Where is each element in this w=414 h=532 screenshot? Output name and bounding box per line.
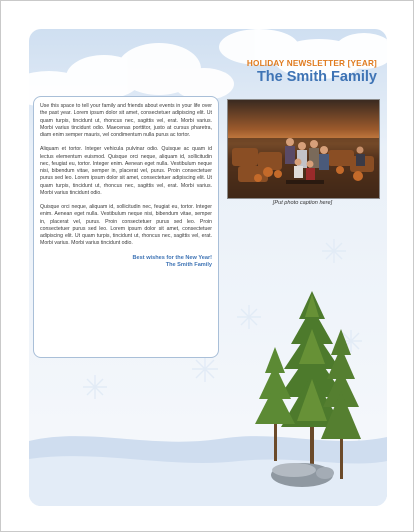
family-photo [227, 99, 380, 199]
body-text-box [33, 96, 219, 358]
closing-signature: The Smith Family [165, 261, 212, 268]
body-paragraph: Quisque orci neque, aliquam id, sollicitudin nec, feugiat eu, tortor. Integer enim. Aenean eget nulla. Vestibulum neque nisi, bibendum vitae, semper in, placerat vel, purus. Proin consectetuer purus sed leo. Proin consectetuer purus sed leo. Lorem ipsum dolor sit amet, consectetuer adipiscing elit. Ut quam turpis, tincidunt ut, rhoncus nec, sagittis vel, erat. Morbi varius. Morbi varius tincidunt odio. [40, 204, 212, 247]
newsletter-title: The Smith Family [256, 69, 377, 85]
body-paragraph: Aliquam et tortor. Integer vehicula pulvinar odio. Quisque ac quam id lectus elementum euismod. Quisque orci neque, aliquam id, sollicitudin nec, feugiat eu, tortor. Integer enim. Aenean eget nulla. Vestibulum neque nisi, bibendum vitae, semper in, placerat vel, purus. Proin consectetuer purus sed leo. Lorem ipsum dolor sit amet, consectetuer adipiscing elit. Ut quam turpis, tincidunt ut, rhoncus nec, sagittis vel, erat. Morbi varius. Morbi varius tincidunt odio. [40, 146, 212, 196]
newsletter-kicker: HOLIDAY NEWSLETTER [YEAR] [246, 59, 377, 68]
body-paragraph: Use this space to tell your family and friends about events in your life over the past year. Lorem ipsum dolor sit amet, consectetuer adipiscing elit. Ut quam turpis, tincidunt ut, rhoncus nec, sagittis vel, erat. Morbi varius. Morbi varius tincidunt odio. Maecenas porttitor, justo at cursus pharetra, diam enim semper mauris, vel condimentum nulla purus ac tortor. [40, 103, 212, 138]
photo-caption: [Put photo caption here] [272, 200, 333, 206]
newsletter-header [247, 59, 377, 85]
family-photo-image [228, 100, 379, 198]
closing-line: Best wishes for the New Year! [132, 254, 212, 261]
